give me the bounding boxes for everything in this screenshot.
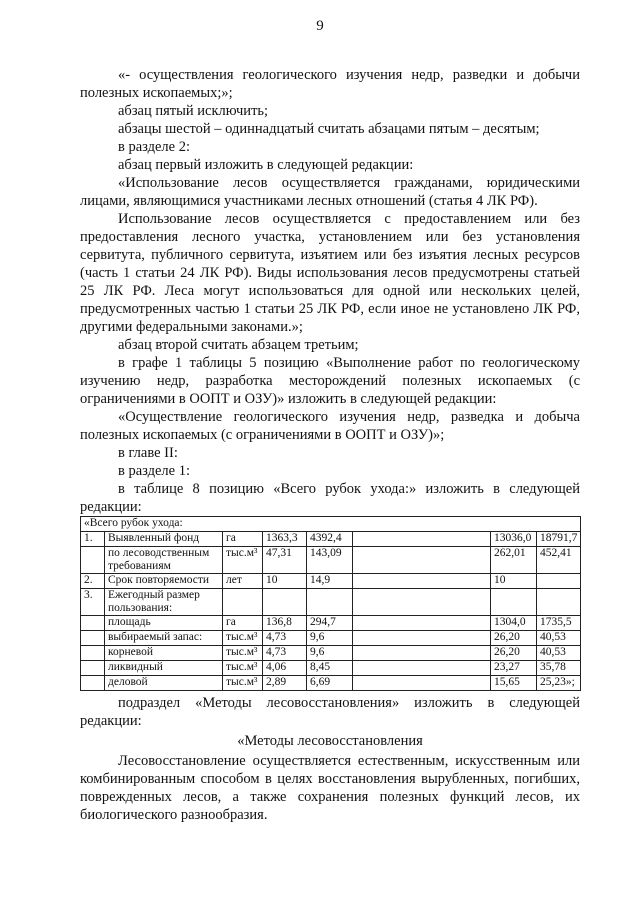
table-cell-c2: 8,45 <box>307 661 353 676</box>
table-cell-c1: 4,06 <box>263 661 307 676</box>
table-cell-n <box>81 676 105 691</box>
table-cell-unit <box>223 589 263 616</box>
table-cell-c2 <box>307 589 353 616</box>
table-cell-c1: 136,8 <box>263 616 307 631</box>
table-cell-n: 3. <box>81 589 105 616</box>
table-cell-c4: 262,01 <box>491 547 537 574</box>
table-cell-unit: тыс.м³ <box>223 631 263 646</box>
table-row <box>81 676 581 691</box>
table-cell-name: ликвидный <box>105 661 223 676</box>
table-cell-n: 2. <box>81 574 105 589</box>
paragraph-9: в графе 1 таблицы 5 позицию «Выполнение работ по геологическому изучению недр, разработка месторождений полезных ископаемых (с ограничениями в ООПТ и ОЗУ)» изложить в следующей редакции: <box>80 355 580 407</box>
table-cell-c5 <box>537 589 581 616</box>
table-cell-n <box>81 661 105 676</box>
paragraph-8: абзац второй считать абзацем третьим; <box>118 337 359 353</box>
table-cell-c4: 26,20 <box>491 646 537 661</box>
table-cell-c3 <box>353 589 491 616</box>
table-row <box>81 574 581 589</box>
table-row <box>81 646 581 661</box>
table-row <box>81 661 581 676</box>
table-cell-c3 <box>353 574 491 589</box>
table-header: «Всего рубок ухода: <box>81 517 581 532</box>
table-cell-name: Ежегодный размер пользования: <box>105 589 223 616</box>
paragraph-6: «Использование лесов осуществляется гражданами, юридическими лицами, являющимися участниками лесных отношений (статья 4 ЛК РФ). <box>80 175 580 209</box>
table-cell-unit: тыс.м³ <box>223 646 263 661</box>
table-cell-c2: 9,6 <box>307 646 353 661</box>
table-cell-n <box>81 646 105 661</box>
table-cell-n <box>81 547 105 574</box>
table-cell-c3 <box>353 676 491 691</box>
table-cell-c1: 4,73 <box>263 646 307 661</box>
section-title: «Методы лесовосстановления <box>237 733 423 749</box>
paragraph-10: «Осуществление геологического изучения недр, разведка и добыча полезных ископаемых (с ограничениями в ООПТ и ОЗУ)»; <box>80 409 580 443</box>
table-cell-name: корневой <box>105 646 223 661</box>
table-row <box>81 631 581 646</box>
table-header-row <box>81 517 581 532</box>
table-cell-c5: 25,23»; <box>537 676 581 691</box>
table-cell-unit: лет <box>223 574 263 589</box>
table-cell-c3 <box>353 547 491 574</box>
table-cell-c1: 47,31 <box>263 547 307 574</box>
table-cell-name: Срок повторяемости <box>105 574 223 589</box>
table-row <box>81 616 581 631</box>
paragraph-5: абзац первый изложить в следующей редакции: <box>118 157 414 173</box>
paragraph-11: в главе II: <box>118 445 178 461</box>
paragraph-14: подраздел «Методы лесовосстановления» изложить в следующей редакции: <box>80 695 580 729</box>
table-cell-c5 <box>537 574 581 589</box>
paragraph-2: абзац пятый исключить; <box>118 103 269 119</box>
table-cell-c4 <box>491 589 537 616</box>
table-cell-c1: 1363,3 <box>263 532 307 547</box>
paragraph-4: в разделе 2: <box>118 139 191 155</box>
table-cell-c3 <box>353 631 491 646</box>
table-cell-name: Выявленный фонд <box>105 532 223 547</box>
table-cell-c1: 10 <box>263 574 307 589</box>
table-cell-c1: 4,73 <box>263 631 307 646</box>
table-cell-name: деловой <box>105 676 223 691</box>
table-cell-n: 1. <box>81 532 105 547</box>
table-cell-unit: га <box>223 616 263 631</box>
table-cell-name: площадь <box>105 616 223 631</box>
table-cell-c2: 6,69 <box>307 676 353 691</box>
table-cell-c1: 2,89 <box>263 676 307 691</box>
page-number: 9 <box>316 18 324 34</box>
table-cell-c4: 26,20 <box>491 631 537 646</box>
table-cell-c4: 1304,0 <box>491 616 537 631</box>
paragraph-13: в таблице 8 позицию «Всего рубок ухода:» изложить в следующей редакции: <box>80 481 580 515</box>
paragraph-1: «- осуществления геологического изучения недр, разведки и добычи полезных ископаемых;»; <box>80 67 580 101</box>
table-cell-c2: 4392,4 <box>307 532 353 547</box>
table-cell-c5: 40,53 <box>537 646 581 661</box>
table-cell-unit: га <box>223 532 263 547</box>
table-cell-n <box>81 616 105 631</box>
table-cell-c4: 13036,0 <box>491 532 537 547</box>
table-cell-c2: 14,9 <box>307 574 353 589</box>
table-cell-c4: 23,27 <box>491 661 537 676</box>
paragraph-3: абзацы шестой – одиннадцатый считать абзацами пятым – десятым; <box>118 121 540 137</box>
paragraph-7: Использование лесов осуществляется с предоставлением или без предоставления лесного участка, установлением или без установления сервитута, публичного сервитута, изъятием или без изъятия лесных ресурсов (часть 1 статьи 24 ЛК РФ). Виды использования лесов предусмотрены статьей 25 ЛК РФ. Леса могут использоваться для одной или нескольких целей, предусмотренных частью 1 статьи 25 ЛК РФ, если иное не установлено ЛК РФ, другими федеральными законами.»; <box>80 211 580 335</box>
table-cell-c3 <box>353 646 491 661</box>
table-cell-c5: 35,78 <box>537 661 581 676</box>
paragraph-12: в разделе 1: <box>118 463 191 479</box>
table-cell-unit: тыс.м³ <box>223 676 263 691</box>
table-cell-c5: 1735,5 <box>537 616 581 631</box>
table-cell-c2: 143,09 <box>307 547 353 574</box>
table-cell-name: по лесоводственным требованиям <box>105 547 223 574</box>
table-cell-c3 <box>353 661 491 676</box>
table-cell-unit: тыс.м³ <box>223 661 263 676</box>
table-cell-name: выбираемый запас: <box>105 631 223 646</box>
felling-table <box>80 516 581 691</box>
table-row <box>81 547 581 574</box>
table-cell-c5: 18791,7 <box>537 532 581 547</box>
paragraph-15: Лесовосстановление осуществляется естественным, искусственным или комбинированным способом в целях восстановления вырубленных, погибших, поврежденных лесов, а также сохранения полезных функций лесов, их биологического разнообразия. <box>80 753 580 823</box>
table-cell-c4: 15,65 <box>491 676 537 691</box>
table-row <box>81 532 581 547</box>
table-row <box>81 589 581 616</box>
document-body <box>80 66 580 824</box>
table-cell-c4: 10 <box>491 574 537 589</box>
table-cell-c3 <box>353 616 491 631</box>
table-cell-unit: тыс.м³ <box>223 547 263 574</box>
table-cell-c2: 9,6 <box>307 631 353 646</box>
table-cell-c2: 294,7 <box>307 616 353 631</box>
table-cell-c5: 40,53 <box>537 631 581 646</box>
table-cell-c3 <box>353 532 491 547</box>
table-cell-n <box>81 631 105 646</box>
table-cell-c1 <box>263 589 307 616</box>
table-cell-c5: 452,41 <box>537 547 581 574</box>
